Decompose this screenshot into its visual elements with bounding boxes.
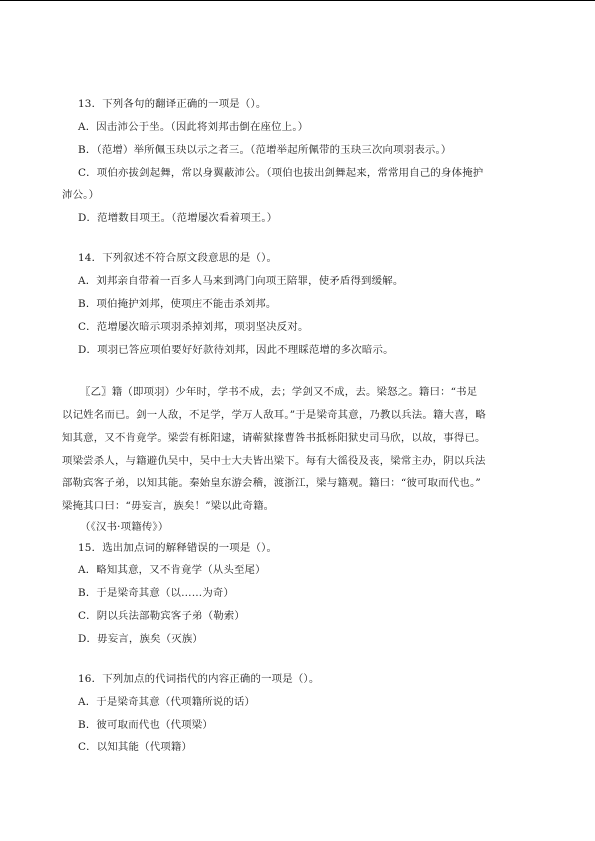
passage-line-4: 项梁尝杀人，与籍避仇吴中，吴中士大夫皆出梁下。每有大徭役及丧，梁常主办，阴以兵法 — [62, 455, 486, 467]
passage-line-6: 梁掩其口曰：“毋妄言，族矣！”梁以此奇籍。 — [62, 500, 275, 512]
passage-line-1: 〖乙〗籍（即项羽）少年时，学书不成，去；学剑又不成，去。梁怒之。籍曰：“书足 — [80, 386, 478, 398]
top-rule — [0, 0, 595, 1]
passage-line-3: 知其意，又不肯竟学。梁尝有栎阳逮，请蕲狱掾曹咎书抵栎阳狱史司马欣，以故，事得已。 — [62, 432, 486, 444]
q14-option-a: A．刘邦亲自带着一百多人马来到鸿门向项王陪罪，使矛盾得到缓解。 — [78, 275, 404, 287]
passage-line-5: 部勒宾客子弟，以知其能。秦始皇东游会稽，渡浙江，梁与籍观。籍曰：“彼可取而代也。” — [62, 477, 481, 489]
passage-source: （《汉书·项籍传》） — [80, 521, 169, 533]
q14-stem: 14．下列叙述不符合原文段意思的是（）。 — [78, 252, 278, 264]
q15-option-a: A．略知其意，又不肯竟学（从头至尾） — [78, 564, 266, 576]
q16-option-a: A．于是梁奇其意（代项籍所说的话） — [78, 696, 256, 708]
q13-option-a: A．因击沛公于坐。（因此将刘邦击倒在座位上。） — [78, 121, 309, 133]
q14-option-b: B．项伯掩护刘邦，使项庄不能击杀刘邦。 — [78, 298, 277, 310]
q16-option-c: C．以知其能（代项籍） — [78, 741, 193, 753]
q13-option-b: B．（范增）举所佩玉玦以示之者三。（范增举起所佩带的玉玦三次向项羽表示。） — [78, 144, 452, 156]
q16-option-b: B．彼可取而代也（代项梁） — [78, 719, 213, 731]
q16-stem: 16．下列加点的代词指代的内容正确的一项是（）。 — [78, 673, 320, 685]
q13-option-d: D．范增数目项王。（范增屡次看着项王。） — [78, 212, 278, 224]
q14-option-c: C．范增屡次暗示项羽杀掉刘邦，项羽坚决反对。 — [78, 321, 309, 333]
q13-stem: 13．下列各句的翻译正确的一项是（）。 — [78, 98, 267, 110]
q15-stem: 15．选出加点词的解释错误的一项是（）。 — [78, 542, 278, 554]
q13-option-c: C．项伯亦拔剑起舞，常以身翼蔽沛公。（项伯也拔出剑舞起来，常常用自己的身体掩护 — [78, 167, 484, 179]
q15-option-c: C．阴以兵法部勒宾客子弟（勒索） — [78, 610, 246, 622]
q14-option-d: D．项羽已答应项伯要好好款待刘邦，因此不理睬范增的多次暗示。 — [78, 344, 394, 356]
q15-option-b: B．于是梁奇其意（以……为奇） — [78, 587, 235, 599]
passage-line-2: 以记姓名而已。剑一人敌，不足学，学万人敌耳。”于是梁奇其意，乃教以兵法。籍大喜，略 — [62, 409, 486, 421]
q15-option-d: D．毋妄言，族矣（灭族） — [78, 633, 204, 645]
q13-option-c-continued: 沛公。） — [62, 189, 100, 201]
